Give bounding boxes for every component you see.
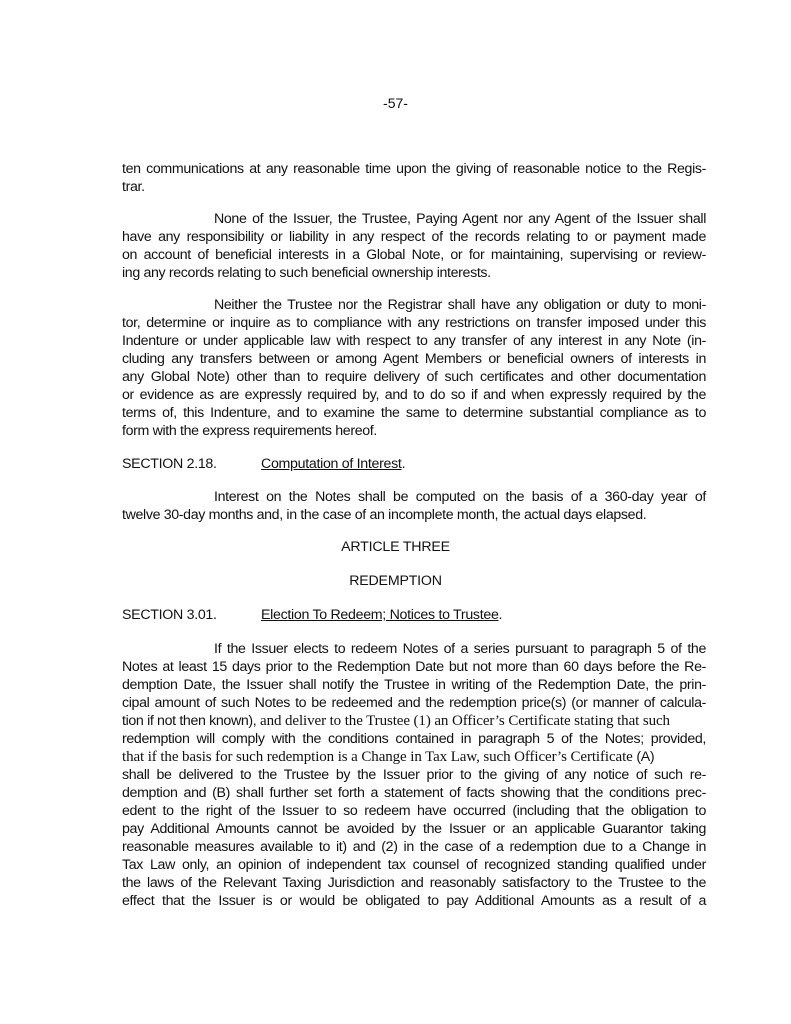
text-line: None of the Issuer, the Trustee, Paying Agent nor any Agent of the Issuer shall bbox=[214, 211, 706, 227]
section-title-period: . bbox=[401, 456, 406, 472]
section-title-text: Computation of Interest bbox=[261, 456, 402, 472]
section-3-01-number: SECTION 3.01. bbox=[122, 607, 217, 623]
text-line: shall be delivered to the Trustee by the Issuer prior to the giving of any notice of such re- bbox=[122, 767, 706, 783]
text-line: twelve 30-day months and, in the case of an incomplete month, the actual days elapsed. bbox=[122, 507, 647, 523]
text-line: Neither the Trustee nor the Registrar shall have any obligation or duty to moni- bbox=[214, 297, 706, 313]
text-line: ing any records relating to such beneficial ownership interests. bbox=[122, 265, 491, 281]
article-subheading: REDEMPTION bbox=[349, 573, 442, 589]
text-line: cluding any transfers between or among Agent Members or beneficial owners of interests in bbox=[122, 351, 706, 367]
text-line: Interest on the Notes shall be computed on the basis of a 360-day year of bbox=[214, 489, 706, 505]
text-line-mixed bbox=[122, 712, 670, 730]
text-line: demption and (B) shall further set forth a statement of facts showing that the conditions prec- bbox=[122, 785, 706, 801]
page-number: -57- bbox=[383, 95, 408, 111]
text-line: Tax Law only, an opinion of independent tax counsel of recognized standing qualified under bbox=[122, 857, 706, 873]
text-line: or evidence as are expressly required by, and to do so if and when expressly required by the bbox=[122, 387, 706, 403]
text-line: effect that the Issuer is or would be obligated to pay Additional Amounts as a result of a bbox=[122, 893, 706, 909]
text-line: cipal amount of such Notes to be redeemed and the redemption price(s) (or manner of calcula- bbox=[122, 695, 706, 711]
text-line: terms of, this Indenture, and to examine the same to determine substantial compliance as to bbox=[122, 405, 706, 421]
text-line: Indenture or under applicable law with respect to any transfer of any interest in any Note (in- bbox=[122, 333, 706, 349]
text-line: reasonable measures available to it) and (2) in the case of a redemption due to a Change in bbox=[122, 839, 706, 855]
text-line-mixed bbox=[122, 748, 654, 766]
text-fragment-serif: that if the basis for such redemption is a Change in Tax Law, such Officer’s Certificate bbox=[122, 749, 637, 765]
text-line: form with the express requirements hereof. bbox=[122, 423, 377, 439]
section-title-text: Election To Redeem; Notices to Trustee bbox=[261, 607, 499, 623]
text-fragment: (A) bbox=[636, 749, 655, 765]
text-line: ten communications at any reasonable time upon the giving of reasonable notice to the Regis- bbox=[122, 161, 706, 177]
text-line: on account of beneficial interests in a Global Note, or for maintaining, supervising or review- bbox=[122, 247, 706, 263]
text-line: trar. bbox=[122, 179, 145, 195]
section-3-01-title bbox=[261, 606, 502, 624]
text-line: the laws of the Relevant Taxing Jurisdiction and reasonably satisfactory to the Trustee to the bbox=[122, 875, 706, 891]
text-fragment: tion if not then known), bbox=[122, 713, 257, 729]
text-line: pay Additional Amounts cannot be avoided by the Issuer or an applicable Guarantor taking bbox=[122, 821, 706, 837]
text-line: any Global Note) other than to require delivery of such certificates and other documentation bbox=[122, 369, 706, 385]
text-line: redemption will comply with the conditions contained in paragraph 5 of the Notes; provided, bbox=[122, 731, 706, 747]
text-line: edent to the right of the Issuer to so redeem have occurred (including that the obligation to bbox=[122, 803, 706, 819]
article-heading: ARTICLE THREE bbox=[341, 539, 450, 555]
text-line: have any responsibility or liability in any respect of the records relating to or payment made bbox=[122, 229, 706, 245]
section-title-period: . bbox=[498, 607, 503, 623]
section-2-18-title bbox=[261, 455, 405, 473]
text-line: Notes at least 15 days prior to the Redemption Date but not more than 60 days before the Re- bbox=[122, 659, 706, 675]
text-line: demption Date, the Issuer shall notify the Trustee in writing of the Redemption Date, the prin- bbox=[122, 677, 706, 693]
text-line: If the Issuer elects to redeem Notes of a series pursuant to paragraph 5 of the bbox=[214, 641, 706, 657]
text-line: tor, determine or inquire as to compliance with any restrictions on transfer imposed under this bbox=[122, 315, 706, 331]
section-2-18-number: SECTION 2.18. bbox=[122, 456, 217, 472]
text-fragment-serif: and deliver to the Trustee (1) an Officer’s Certificate stating that such bbox=[256, 713, 670, 729]
